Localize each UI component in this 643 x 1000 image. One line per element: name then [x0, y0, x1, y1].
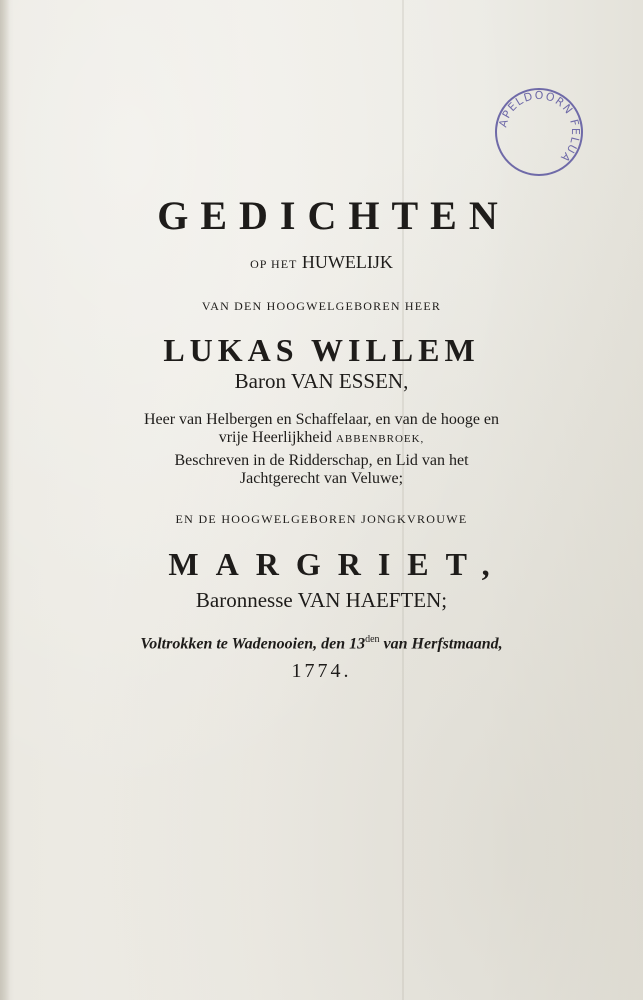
groom-description-line-4: Jachtgerecht van Veluwe;	[239, 470, 404, 487]
page-edge-shadow	[0, 0, 10, 1000]
groom-description-line-1: Heer van Helbergen en Schaffelaar, en van de hooge en	[143, 411, 500, 428]
ceremony-ordinal: den	[365, 634, 380, 645]
groom-description-line-2	[0, 429, 643, 448]
ceremony-text: Voltrokken te Wadenooien, den 13	[140, 635, 366, 653]
paper-crease	[402, 0, 404, 1000]
subtitle-word: HUWELIJK	[301, 252, 393, 272]
bride-title: Baronnesse VAN HAEFTEN;	[195, 588, 448, 612]
publication-year: 1774.	[291, 660, 352, 682]
groom-description-line-2-text: vrije Heerlijkheid	[218, 429, 332, 446]
library-stamp	[493, 86, 585, 178]
connector-line: EN DE HOOGWELGEBOREN JONGKVROUWE	[175, 512, 468, 526]
groom-description-line-3: Beschreven in de Ridderschap, en Lid van het	[174, 452, 469, 469]
groom-estate-name: ABBENBROEK,	[335, 433, 425, 445]
bride-name: MARGRIET,	[168, 546, 507, 582]
groom-name: LUKAS WILLEM	[163, 332, 480, 368]
ceremony-line	[0, 634, 643, 653]
subtitle-small-caps: OP HET	[250, 257, 298, 271]
groom-title: Baron VAN ESSEN,	[234, 369, 409, 393]
stamp-text: APELDOORN FELUA	[496, 88, 583, 166]
ceremony-month: van Herfstmaand,	[379, 635, 503, 653]
subtitle	[0, 252, 643, 273]
book-title: GEDICHTEN	[157, 193, 510, 238]
dedication-line: VAN DEN HOOGWELGEBOREN HEER	[201, 299, 442, 313]
